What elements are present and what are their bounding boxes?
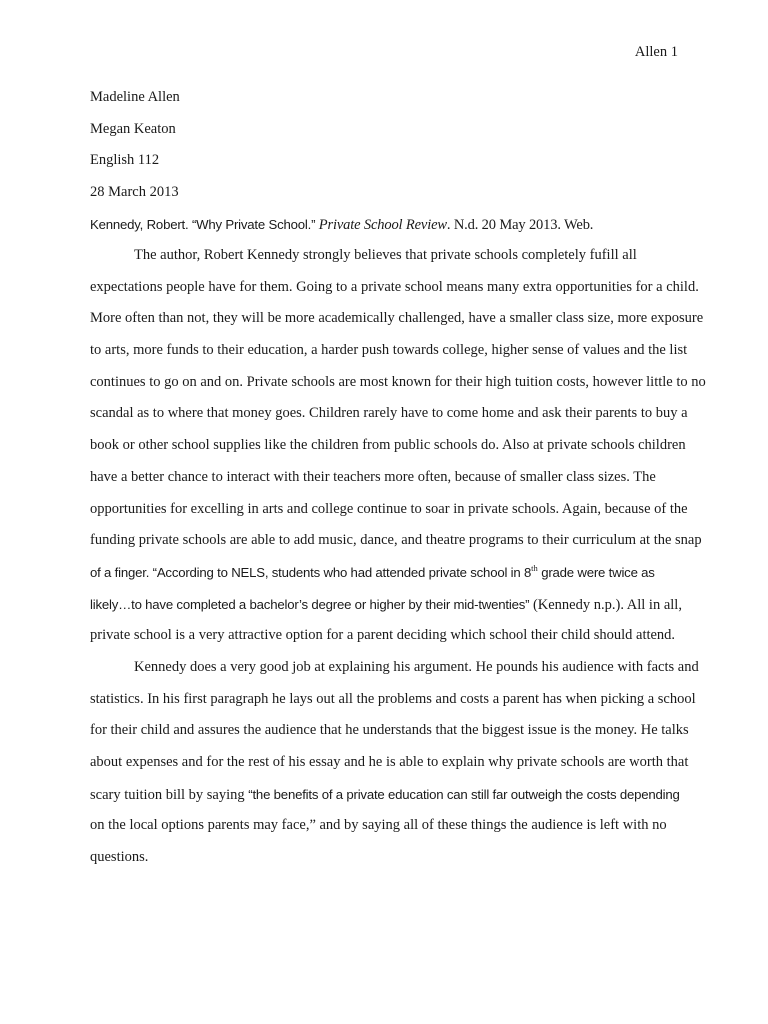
lead-text: scary tuition bill by saying [90,786,249,803]
paragraph-line: More often than not, they will be more academically challenged, have a smaller class size, more exposure [90,310,704,327]
paragraph-line: questions. [90,849,149,866]
paragraph-line: for their child and assures the audience that he understands that the biggest issue is the money. He talks [90,722,689,739]
quoted-line [90,589,682,621]
instructor-name: Megan Keaton [90,120,176,137]
paragraph-line: statistics. In his first paragraph he lays out all the problems and costs a parent has when picking a school [90,690,696,707]
paragraph-line: private school is a very attractive option for a parent deciding which school their child should attend. [90,627,676,644]
paragraph-1 [90,240,706,652]
paragraph-line: book or other school supplies like the children from public schools do. Also at private schools children [90,437,686,454]
essay-body [90,240,706,874]
quote-text: grade were twice as [537,564,655,580]
paragraph-line: on the local options parents may face,” and by saying all of these things the audience is left with no [90,817,667,834]
citation-publication: Private School Review [318,216,447,233]
paragraph-line: about expenses and for the rest of his essay and he is able to explain why private schools are worth that [90,754,689,770]
essay-date: 28 March 2013 [90,184,179,201]
citation-author: Kennedy, Robert. [90,216,189,232]
paragraph-line: funding private schools are able to add music, dance, and theatre programs to their curriculum at the snap [90,532,702,549]
paragraph-line: The author, Robert Kennedy strongly believes that private schools completely fufill all [134,247,637,263]
citation-tail: (Kennedy n.p.). All in all, [529,596,682,613]
citation-article-title: “Why Private School.” [191,216,316,232]
paragraph-line: opportunities for excelling in arts and college continue to soar in private schools. Again, because of the [90,500,688,517]
paragraph-line: have a better chance to interact with their teachers more often, because of smaller class sizes. The [90,468,656,485]
paragraph-line: continues to go on and on. Private schools are most known for their high tuition costs, however little to no [90,373,706,390]
works-cited-entry [90,209,678,241]
paragraph-line: Kennedy does a very good job at explaining his argument. He pounds his audience with facts and [134,658,699,675]
mla-heading [90,82,678,240]
student-name: Madeline Allen [90,89,180,105]
quoted-line [90,557,678,589]
page-header-label: Allen 1 [634,44,678,60]
quote-text: “the benefits of a private education can still far outweigh the costs depending [248,786,680,802]
paragraph-line: scandal as to where that money goes. Children rarely have to come home and ask their parents to buy a [90,405,688,422]
paragraph-line: to arts, more funds to their education, a harder push towards college, higher sense of values and the list [90,342,688,359]
ordinal-superscript: th [531,562,538,573]
course-name: English 112 [90,152,160,169]
citation-details: . N.d. 20 May 2013. Web. [446,216,594,233]
paragraph-2 [90,652,699,874]
quote-text: likely…to have completed a bachelor’s degree or higher by their mid-twenties” [90,596,530,612]
paragraph-line: expectations people have for them. Going to a private school means many extra opportunities for a child. [90,278,699,295]
quote-text: of a finger. “According to NELS, students who had attended private school in 8 [90,564,532,580]
quoted-line [90,779,678,811]
